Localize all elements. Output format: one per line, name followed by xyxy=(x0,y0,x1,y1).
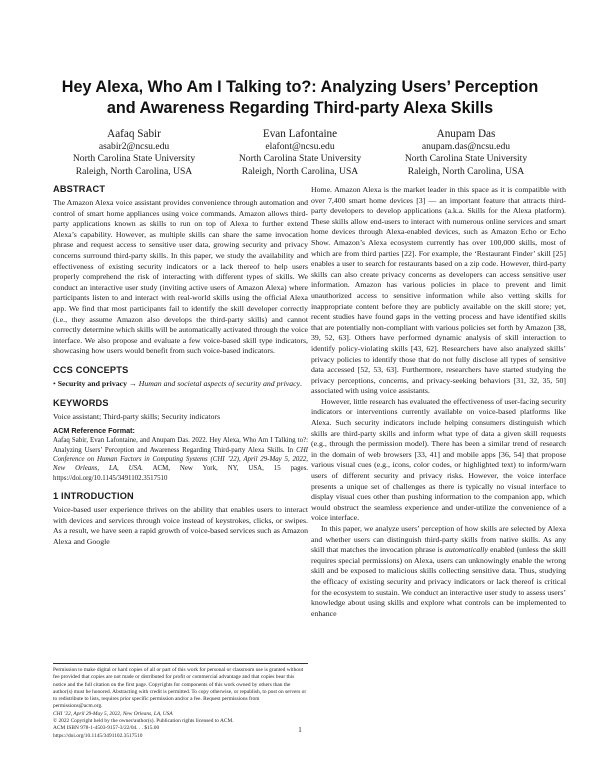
reference-venue: CHI Conference on Human Factors in Computing Systems (CHI ’22), April 29-May 5, 2022, New Orleans, LA, USA. xyxy=(53,446,308,473)
venue-text: CHI ’22, April 29-May 5, 2022, New Orleans, LA, USA xyxy=(53,710,173,717)
author-name: Anupam Das xyxy=(436,128,496,140)
doi-link[interactable]: https://doi.org/10.1145/3491102.3517510 xyxy=(53,732,143,739)
author-affiliation: North Carolina State University xyxy=(72,153,196,165)
introduction-text: Voice-based user experience thrives on the ability that enables users to interact with devices and services through voice instead of keystrokes, clicks, or swipes. As a result, we have seen a rapid growth of voice-based services such as Amazon Alexa and Google xyxy=(53,505,308,546)
reference-text-2: ACM, New York, NY, USA, 15 pages. https://doi.org/10.1145/3491102.3517510 xyxy=(53,465,308,482)
author-name: Aafaq Sabir xyxy=(107,128,161,140)
right-column xyxy=(311,185,566,619)
paper-title xyxy=(40,77,560,119)
author-affiliation: North Carolina State University xyxy=(238,153,362,165)
right-paragraph-3 xyxy=(311,524,566,619)
page-number: 1 xyxy=(298,726,302,734)
title-line-1: Hey Alexa, Who Am I Talking to?: Analyzing Users’ Perception xyxy=(61,78,539,96)
right-paragraph-2: However, little research has evaluated the effectiveness of user-facing security indicators or interventions currently available on voice-based platforms like Alexa. Such security indicators include helping consumers distinguish which skills are third-party skills and inform what type of data a given skill requests (e.g., through the permission model). There has been a similar trend of research in the domain of web browsers [33, 41] and mobile apps [36, 54] that propose various visual cues (e.g., icons, color codes, or highlighted text) to inform/warn users of different security and privacy risks. However, the voice interface presents a unique set of challenges as there is typically no visual interface to display visual cues other than pushing information to the companion app, which would obstruct the seamless experience and under-utilize the convenience of a voice interface. xyxy=(311,396,566,523)
p3-text-a: In this paper, we analyze users’ perception of how skills are selected by Alexa and whether users can distinguish third-party skills from native skills. As any skill that matches the invocation phrase is xyxy=(311,524,566,555)
right-paragraph-1: Home. Amazon Alexa is the market leader in this space as it is compatible with over 7,400 smart home devices [3] — an important feature that attracts third-party developers to develop applications (a.k.a. Skills for the Alexa platform). These skills allow end-users to interact with numerous online services and smart home devices through Alexa-enabled devices, such as Amazon Echo or Echo Show. Amazon’s Alexa ecosystem currently has over 100,000 skills, most of which are from third parties [22]. For example, the ‘Restaurant Finder’ skill [25] enables a user to search for restaurants based on a zip code. However, third-party skills can also create privacy concerns as developers can access sensitive user information. Amazon has various policies in place to prevent and limit unauthorized access to sensitive information while also vetting skills for inappropriate content before they are publicly available on the skill store; yet, recent studies have found gaps in the vetting process and have identified skills that are potentially non-compliant with various policies set forth by Amazon [38, 39, 52, 63]. Others have performed dynamic analysis of skill interaction to identify policy-violating skills [43, 62]. Researchers have also analyzed skills’ privacy policies to identify those that do not fully disclose all types of sensitive data accessed [52, 53, 63]. Furthermore, researchers have started studying the privacy perceptions, concerns, and privacy-seeking behaviors [31, 32, 35, 50] associated with using voice assistants. xyxy=(311,185,566,396)
p3-italic: automatically xyxy=(445,545,488,555)
abstract-heading: ABSTRACT xyxy=(53,184,106,194)
p3-text-b: enabled (unless the skill requires special permissions) on Alexa, users can unknowingly enable the wrong skill and be exposed to malicious skills collecting sensitive data. Thus, studying the efficacy of existing security and privacy indicators or lack thereof is critical for the ecosystem to sustain. We conduct an interactive user study to assess users’ knowledge about using skills and explore what controls can be implemented to enhance xyxy=(311,545,566,618)
author-2 xyxy=(210,127,390,178)
reference-text-1: Aafaq Sabir, Evan Lafontaine, and Anupam Das. 2022. Hey Alexa, Who Am I Talking to?: Analyzing Users’ Perception and Awareness Regarding Third-party Alexa Skills. In xyxy=(53,437,308,454)
permission-text: Permission to make digital or hard copies of all or part of this work for personal or classroom use is granted without fee provided that copies are not made or distributed for profit or commercial advantage and that copies bear this notice and the full citation on the first page. Copyrights for components of this work owned by others than the author(s) must be honored. Abstracting with credit is permitted. To copy otherwise, or republish, to post on servers or to redistribute to lists, requires prior specific permission and/or a fee. Request permissions from permissions@acm.org. xyxy=(53,667,307,710)
ccs-end: . xyxy=(300,378,302,388)
abstract-text: The Amazon Alexa voice assistant provides convenience through automation and control of smart home appliances using voice commands. Amazon allows third-party applications known as skills to run on top of Alexa to further extend Alexa’s capability. However, as multiple skills can share the same invocation phrase and request access to sensitive user data, growing security and privacy concerns surround third-party skills. In this paper, we study the availability and effectiveness of existing security indicators or a lack thereof to help users properly comprehend the risk of interacting with different types of skills. We conduct an interactive user study (inviting active users of Amazon Alexa) where participants listen to and interact with real-world skills using the official Alexa app. We find that most participants fail to identify the skill developer correctly (i.e., they assume Amazon also develops the third-party skills) and cannot correctly determine which skills will be automatically activated through the voice interface. We also propose and evaluate a few voice-based skill type indicators, showcasing how users would benefit from such voice-based indicators. xyxy=(53,198,308,356)
author-1 xyxy=(44,127,224,178)
copyright-text: © 2022 Copyright held by the owner/author(s). Publication rights licensed to ACM. xyxy=(53,718,234,725)
author-3 xyxy=(376,127,556,178)
author-location: Raleigh, North Carolina, USA xyxy=(75,165,193,177)
isbn-text: ACM ISBN 978-1-4503-9157-3/22/04. . . $15.00 xyxy=(53,725,160,732)
ccs-bold: Security and privacy xyxy=(57,378,127,388)
reference-format-text xyxy=(53,436,308,483)
author-email[interactable]: anupam.das@ncsu.edu xyxy=(421,141,511,152)
introduction-heading: 1 INTRODUCTION xyxy=(53,491,134,502)
author-location: Raleigh, North Carolina, USA xyxy=(241,165,359,177)
author-affiliation: North Carolina State University xyxy=(404,153,528,165)
ccs-bullet: • xyxy=(53,378,56,388)
keywords-text: Voice assistant; Third-party skills; Security indicators xyxy=(53,411,221,421)
ccs-arrow: → xyxy=(128,378,137,388)
ccs-italic: Human and societal aspects of security and privacy xyxy=(138,378,301,388)
ccs-concepts xyxy=(53,379,308,390)
keywords-heading: KEYWORDS xyxy=(53,397,109,408)
author-email[interactable]: asabir2@ncsu.edu xyxy=(98,141,170,152)
title-line-2: and Awareness Regarding Third-party Alexa Skills xyxy=(106,99,494,117)
author-email[interactable]: elafont@ncsu.edu xyxy=(265,141,335,152)
left-column xyxy=(53,183,308,548)
ccs-heading: CCS CONCEPTS xyxy=(53,364,129,375)
author-location: Raleigh, North Carolina, USA xyxy=(407,165,525,177)
reference-format-heading: ACM Reference Format: xyxy=(53,426,135,436)
author-name: Evan Lafontaine xyxy=(262,128,338,140)
